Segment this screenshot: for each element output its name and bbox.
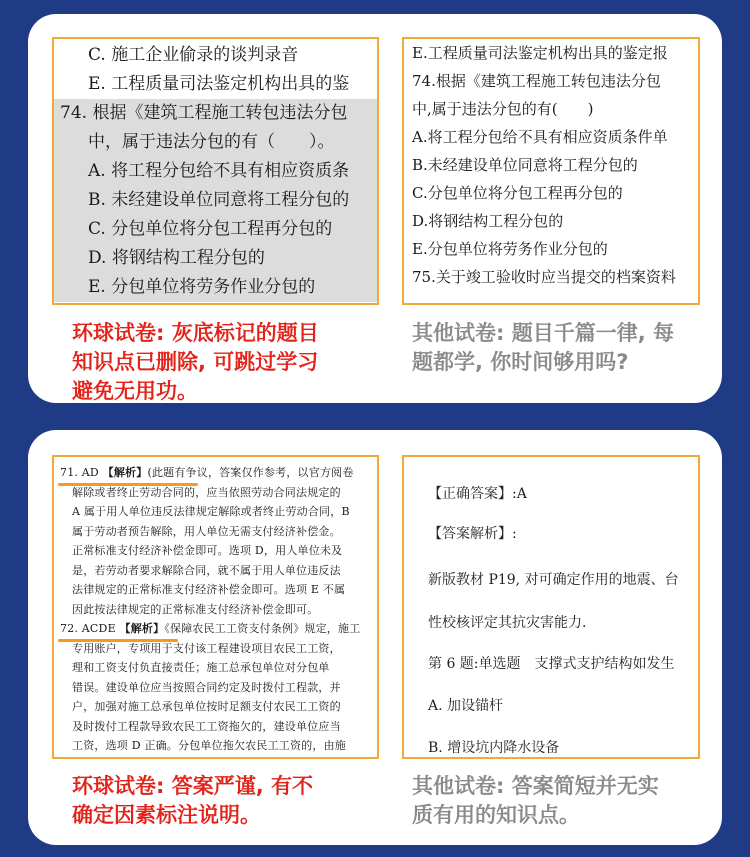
answer-text: 法律规定的正常标准支付经济补偿金即可。选项 E 不属	[72, 583, 346, 596]
question-line: E.分包单位将劳务作业分包的	[412, 240, 608, 258]
answer-text: 正常标准支付经济补偿金即可。选项 D，用人单位未及	[72, 544, 343, 557]
answer-line	[60, 541, 379, 561]
question-line: B. 未经建设单位同意将工程分包的	[54, 186, 377, 215]
answer-text: 及时拨付工程款导致农民工工资拖欠的，建设单位应当	[72, 719, 341, 733]
answer-text: 《保障农民工工资支付条例》规定，施工	[164, 622, 361, 635]
answer-number: 72. ACDE	[60, 622, 120, 635]
answer-text: A 属于用人单位违反法律规定解除或者终止劳动合同，B	[72, 505, 350, 518]
answer-line: 新版教材 P19, 对可确定作用的地震、台	[428, 572, 679, 588]
answer-text: 因此按法律规定的正常标准支付经济补偿金即可。	[72, 602, 319, 616]
answer-line	[60, 736, 379, 756]
analysis-tag: 【解析】	[119, 622, 165, 635]
question-line: 75.关于竣工验收时应当提交的档案资料	[412, 268, 676, 286]
answer-number: 71. AD	[60, 466, 103, 479]
huanqiu-exam-scan	[52, 37, 379, 305]
other-answer-caption: 其他试卷: 答案简短并无实 质有用的知识点。	[412, 774, 659, 827]
answer-line	[60, 561, 379, 581]
answer-line	[60, 658, 379, 678]
answer-text: 是，若劳动者要求解除合同，就不属于用人单位违反法	[72, 563, 341, 577]
other-exam-scan	[402, 37, 700, 305]
question-line: C. 施工企业偷录的谈判录音	[88, 45, 299, 65]
answer-text: 户，加强对施工总承包单位按时足额支付农民工工资的	[72, 700, 341, 713]
answer-line: 【答案解析】:	[428, 526, 517, 542]
answer-text: 理和工资支付负直接责任；施工总承包单位对分包单	[72, 661, 330, 674]
answer-line	[60, 619, 379, 639]
answer-line	[60, 717, 379, 737]
question-line: D. 将钢结构工程分包的	[54, 244, 377, 273]
answer-line: 性校核评定其抗灾害能力.	[428, 615, 587, 631]
question-line: A.将工程分包给不具有相应资质条件单	[412, 128, 668, 146]
question-line: C. 分包单位将分包工程再分包的	[54, 215, 377, 244]
answer-line	[60, 463, 379, 483]
question-line: E. 分包单位将劳务作业分包的	[54, 273, 377, 302]
comparison-card-answers	[28, 430, 722, 845]
answer-text: 解除或者终止劳动合同的，应当依照劳动合同法规定的	[72, 485, 341, 499]
huanqiu-caption: 环球试卷: 灰底标记的题目 知识点已删除, 可跳过学习 避免无用功。	[72, 321, 319, 403]
other-caption: 其他试卷: 题目千篇一律, 每 题都学, 你时间够用吗?	[412, 321, 674, 374]
answer-text: 工资，选项 D 正确。分包单位拖欠农民工工资的，由施	[72, 739, 347, 752]
answer-line	[60, 600, 379, 620]
question-line: 74. 根据《建筑工程施工转包违法分包	[54, 99, 377, 128]
question-line: C.分包单位将分包工程再分包的	[412, 184, 623, 202]
analysis-tag: 【解析】	[102, 466, 148, 479]
highlight-underline	[58, 483, 198, 486]
huanqiu-answer-caption: 环球试卷: 答案严谨, 有不 确定因素标注说明。	[72, 774, 313, 827]
answer-line	[60, 502, 379, 522]
answer-line	[60, 522, 379, 542]
answer-line	[60, 697, 379, 717]
question-line: E. 工程质量司法鉴定机构出具的鉴	[88, 74, 350, 94]
question-line: 74.根据《建筑工程施工转包违法分包	[412, 72, 661, 90]
answer-text: 专用账户，专项用于支付该工程建设项目农民工工资，	[72, 641, 341, 655]
answer-line: A. 加设锚杆	[428, 698, 504, 714]
answer-line: 第 6 题:单选题 支撑式支护结构如发生	[428, 656, 675, 672]
answer-text: 错误。建设单位应当按照合同约定及时拨付工程款，并	[72, 680, 341, 694]
answer-line: 【正确答案】:A	[428, 486, 527, 502]
answer-text: 属于劳动者预告解除，用人单位无需支付经济补偿金。	[72, 524, 341, 538]
question-line: A. 将工程分包给不具有相应资质条	[54, 157, 377, 186]
question-line: D.将钢结构工程分包的	[412, 212, 564, 230]
question-line: B.未经建设单位同意将工程分包的	[412, 156, 638, 174]
huanqiu-answer-scan	[52, 455, 379, 759]
answer-line: B. 增设坑内降水设备	[428, 740, 560, 756]
question-line: E.工程质量司法鉴定机构出具的鉴定报	[412, 44, 668, 62]
question-line: 中，属于违法分包的有（ ）。	[54, 128, 377, 157]
comparison-card-questions	[28, 14, 722, 403]
other-answer-scan	[402, 455, 700, 759]
answer-text: (此题有争议，答案仅作参考，以官方阅卷	[147, 466, 354, 479]
highlight-underline	[58, 639, 178, 642]
answer-line	[60, 580, 379, 600]
question-line: 中,属于违法分包的有( )	[412, 100, 594, 118]
answer-line	[60, 678, 379, 698]
